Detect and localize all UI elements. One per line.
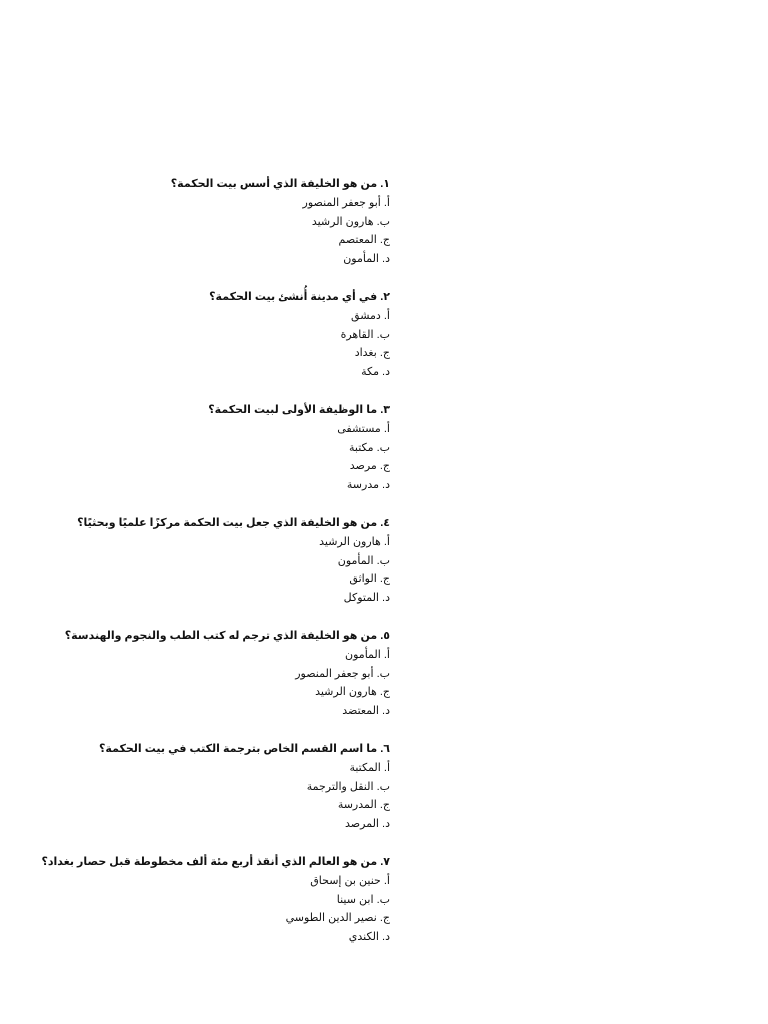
answer-option: أ. هارون الرشيد [319,536,390,548]
question-6 [60,739,390,833]
answer-option: ب. المأمون [337,554,390,567]
answer-option: ب. هارون الرشيد [311,215,390,228]
answer-option: ب. القاهرة [340,328,390,341]
question-title: ٥. من هو الخليفة الذي ترجم له كتب الطب والنجوم والهندسة؟ [64,630,390,642]
question-title: ٧. من هو العالم الذي أنقذ أربع مئة ألف مخطوطة قبل حصار بغداد؟ [41,856,390,868]
answer-option: ج. الواثق [349,573,390,585]
quiz-list [41,174,390,965]
answer-options [60,533,390,607]
answer-option: د. المأمون [343,252,390,265]
answer-option: ب. مكتبة [349,441,390,454]
answer-option: ج. المدرسة [337,799,390,811]
answer-options [60,759,390,833]
answer-option: ج. بغداد [354,347,390,359]
answer-options [60,307,390,381]
answer-option: ج. مرصد [349,460,390,472]
question-3 [60,400,390,494]
question-4 [60,513,390,607]
answer-option: أ. أبو جعفر المنصور [302,197,390,209]
question-5 [60,626,390,720]
answer-option: أ. دمشق [351,310,390,322]
question-title: ٢. في أي مدينة أُنشئ بيت الحكمة؟ [209,291,390,303]
question-1 [60,174,390,268]
question-title: ١. من هو الخليفة الذي أسس بيت الحكمة؟ [170,178,390,190]
answer-option: ج. نصير الدين الطوسي [285,912,390,924]
answer-option: أ. مستشفى [337,423,390,435]
answer-options [60,872,390,946]
answer-option: د. المتوكل [343,591,390,604]
question-2 [60,287,390,381]
answer-option: ج. هارون الرشيد [315,686,390,698]
answer-option: ب. النقل والترجمة [306,780,390,793]
answer-option: د. مكة [361,365,390,378]
answer-option: د. مدرسة [346,478,390,491]
answer-option: ب. ابن سينا [336,893,390,906]
answer-options [60,646,390,720]
answer-option: أ. حنين بن إسحاق [310,875,390,887]
question-title: ٣. ما الوظيفة الأولى لبيت الحكمة؟ [208,404,390,416]
answer-options [60,420,390,494]
answer-option: أ. المكتبة [349,762,390,774]
answer-option: أ. المأمون [345,649,390,661]
answer-options [60,194,390,268]
answer-option: د. المرصد [345,817,390,830]
question-title: ٦. ما اسم القسم الخاص بترجمة الكتب في بيت الحكمة؟ [99,743,390,755]
question-7 [41,852,390,946]
answer-option: د. الكندي [348,930,390,943]
answer-option: ج. المعتصم [338,234,390,246]
answer-option: د. المعتضد [342,704,390,717]
answer-option: ب. أبو جعفر المنصور [295,667,390,680]
question-title: ٤. من هو الخليفة الذي جعل بيت الحكمة مركزًا علميًا وبحثيًا؟ [77,517,390,529]
